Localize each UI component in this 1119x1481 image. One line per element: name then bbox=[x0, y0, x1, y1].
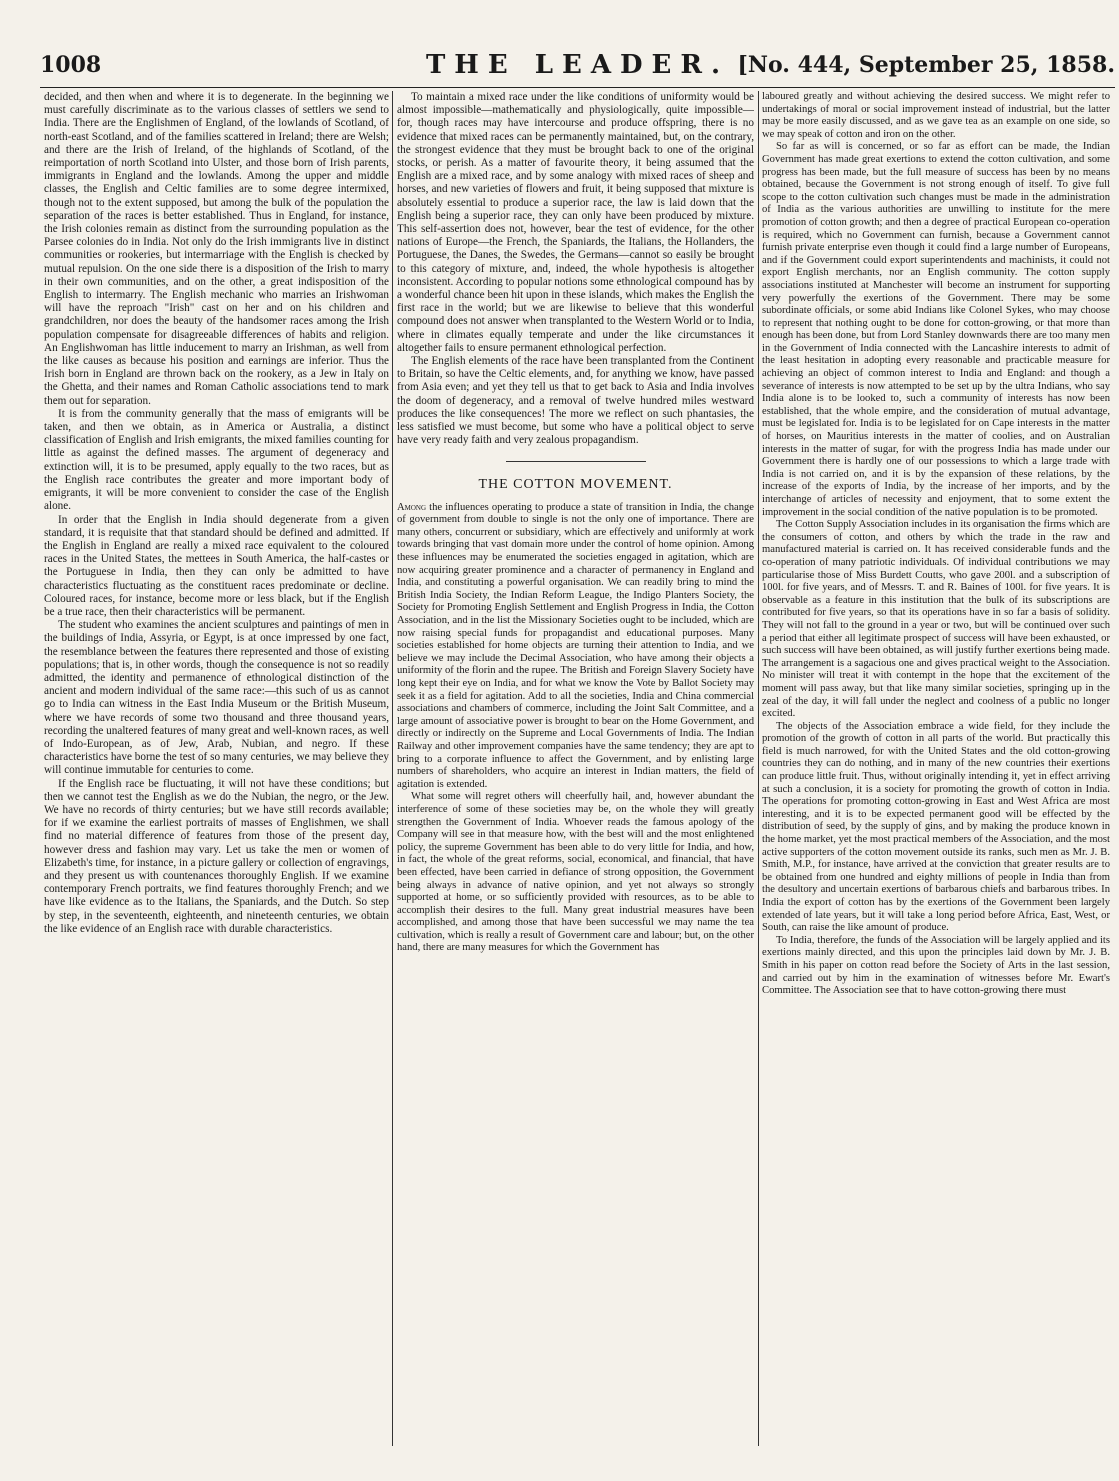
paragraph: decided, and then when and where it is to degenerate. In the beginning we must carefully discriminate as to the various classes of settlers we send to India. There are the Englishmen of England, of the lowlands of Scotland, of north-east Scotland, and of the families scattered in Ireland; there are Welsh; and there are the Irish of Ireland, of the highlands of Scotland, of the reimportation of north Scotland into Ulster, and those born of Irish parents, immigrants in England and the lowlands. Among the upper and middle classes, the English and Celtic families are to some degree intermixed, though not to the extent supposed, but among the bulk of the population the separation of the races is better established. Thus in England, for instance, the Irish colonies remain as distinct from the surrounding population as the Parsee colonies do in India. Not only do the Irish immigrants live in distinct communities or rookeries, but intermarriage with the English is checked by mutual repulsion. On the one side there is a disposition of the Irish to marry in their own communities, and on the other, a great indisposition of the English to intermarry. The English mechanic who marries an Irishwoman will have the reproach "Irish" cast on her and on his children and grandchildren, nor does the beauty of the handsomer races among the Irish population compensate for disagreeable differences of habits and religion. An Englishwoman has little inducement to marry an Irishman, as well from the like causes as because his position and earnings are inferior. Thus the Irish born in England are thrown back on the rookery, as a Jew in Italy on the Ghetta, and their names and Roman Catholic associations tend to mark them out for separation. bbox=[44, 91, 389, 407]
paragraph: The objects of the Association embrace a wide field, for they include the promotion of the growth of cotton in all parts of the world. But practically this field is much narrowed, for with the United States and the old cotton-growing countries they can do nothing, and in many of the new countries their exertions can produce little fruit. Thus, without originally intending it, yet in effect arriving at such a conclusion, it is a society for promoting the growth of cotton in India. The operations for promoting cotton-growing in East and West Africa are most interesting, and it is to be expected permanent good will be effected by the distribution of seed, by the supply of gins, and by making the produce known in the home market, yet the most practical members of the Association, and the most active supporters of the cotton movement outside its ranks, such men as Mr. J. B. Smith, M.P., for instance, have arrived at the conviction that greater results are to be obtained from one hundred and eighty millions of people in India than from the desultory and uncertain exertions of barbarous chiefs and barbarous tribes. In India the export of cotton has by the exertions of the Government been largely extended of late years, but it will take a long period before Africa, East, West, or South, can raise the like amount of produce. bbox=[762, 720, 1110, 934]
section-separator bbox=[506, 461, 646, 462]
paragraph: The student who examines the ancient sculptures and paintings of men in the buildings of India, Assyria, or Egypt, is at once impressed by one fact, the resemblance between the features there represented and those of existing populations; that is, in other words, though the consequence is not so readily admitted, the identity and permanence of ethnological distinction of the ancient and modern individual of the same race:—this such of us as cannot go to India can witness in the East India Museum or the British Museum, where we have records of some two thousand and three thousand years, recording the unaltered features of many great and well-known races, as well of Indo-European, as of Jew, Arab, Nubian, and negro. If these characteristics have borne the test of so many centuries, we may believe they will continue immutable for centuries to come. bbox=[44, 619, 389, 777]
column-divider bbox=[758, 91, 759, 1446]
paragraph: If the English race be fluctuating, it will not have these conditions; but then we cannot test the English as we do the Nubian, the negro, or the Jew. We have no records of thirty centuries; but we have still records available; for if we examine the earliest portraits of masses of Englishmen, we shall find no material difference of features from those of the present day, however dress and fashion may vary. Let us take the men or women of Elizabeth's time, for instance, in a picture gallery or collection of engravings, and they present us with countenances thoroughly English. If we examine contemporary French portraits, we find features thoroughly French; and we have like evidence as to the Italians, the Spaniards, and the Dutch. So step by step, in the seventeenth, eighteenth, and nineteenth centuries, we obtain the like evidence of an English race with durable characteristics. bbox=[44, 777, 389, 935]
paragraph: It is from the community generally that the mass of emigrants will be taken, and then we obtain, as in America or Australia, a distinct classification of English and Irish emigrants, the mixed families counting for little as against the defined masses. The argument of degeneracy and extinction will, it is to be presumed, apply equally to the two races, but as the English race contributes the greater and more important body of emigrants, it will be more convenient to consider the case of the English alone. bbox=[44, 407, 389, 513]
page-number: 1008 bbox=[40, 52, 102, 78]
column-3 bbox=[762, 91, 1110, 1451]
column-1 bbox=[44, 91, 389, 1451]
column-divider bbox=[392, 91, 393, 1446]
paragraph: In order that the English in India should degenerate from a given standard, it is requisite that that standard should be defined and admitted. If the English in England are really a mixed race equivalent to the coloured races in the United States, the mettees in South America, the half-castes or the Portuguese in India, then they can only be admitted to have characteristics fluctuating as the constituent races predominate or decline. Coloured races, for instance, become more or less black, but if the English be a true race, then their characteristics will be permanent. bbox=[44, 513, 389, 618]
paragraph: laboured greatly and without achieving the desired success. We might refer to undertakings of moral or social improvement instead of industrial, but the latter may be more easily discussed, and as we gave tea as an example on one side, so we may speak of cotton and iron on the other. bbox=[762, 91, 1110, 140]
paragraph: To maintain a mixed race under the like conditions of uniformity would be almost impossible—mathematically and physiologically, quite impossible—for, though races may have intercourse and produce offspring, there is no evidence that mixed races can be permanently maintained, but, on the contrary, the strongest evidence that they must be brought back to one of the original stocks, or perish. As a matter of favourite theory, it being assumed that the English are a mixed race, and by some analogy with mixed races of sheep and horses, and new varieties of flowers and fruit, it being supposed that mixture is absolutely essential to produce a superior race, the law is laid down that the English being a superior race, they can only have been produced by mixture. This self-assertion does not, however, bear the test of evidence, for the other nations of Europe—the French, the Spaniards, the Italians, the Hollanders, the Portuguese, the Danes, the Swedes, the Germans—cannot so easily be brought to this category of mixture, and, indeed, the whole hypothesis is altogether inconsistent. According to popular notions some ethnological compound has by a wonderful chance been hit upon in these islands, which makes the English the first race in the world; but we are likewise to believe that this wonderful compound does not answer when transplanted to the Western World or to India, where in climates equally temperate and under the like circumstances it altogether fails to ensure permanent ethnological perfection. bbox=[397, 91, 754, 354]
paragraph: The English elements of the race have been transplanted from the Continent to Britain, so have the Celtic elements, and, for anything we know, have passed from Asia even; and yet they tell us that to get back to Asia and India involves the doom of degeneracy, and a removal of twelve hundred miles westward produces the like consequences! The more we reflect on such phantasies, the less satisfied we must become, but some who have a political object to serve have very ready faith and very zealous propagandism. bbox=[397, 355, 754, 447]
issue-info: [No. 444, September 25, 1858. bbox=[737, 52, 1115, 78]
lead-word: Among bbox=[397, 501, 427, 513]
paragraph: To India, therefore, the funds of the Association will be largely applied and its exertions mainly directed, and this upon the principles laid down by Mr. J. B. Smith in his paper on cotton read before the Society of Arts in the last session, and carried out by him in the examination of witnesses before Mr. Ewart's Committee. The Association see that to have cotton-growing there must bbox=[762, 934, 1110, 997]
paragraph: The Cotton Supply Association includes in its organisation the firms which are the consumers of cotton, and others by which the trade in the raw and manufactured material is carried on. It has received considerable funds and the co-operation of many patriotic individuals. Of individual contributions we may particularise those of Miss Burdett Coutts, who gave 200l. and a subscription of 100l. for five years, and of Messrs. T. and R. Baines of 100l. for five years. It is observable as a feature in this institution that the bulk of its subscriptions are contributed for five years, so that its operations have in so far a basis of solidity. They will not fall to the ground in a year or two, but will be continued over such a period that either all legitimate prospect of success will have been exhausted, or such success will have been obtained, as will justify further exertions being made. The arrangement is a sagacious one and gives practical weight to the Association. No minister will treat it with contempt in the hope that the excitement of the moment will pass away, but that like many similar societies, springing up in the zeal of the day, it will fall under the neglect and coolness of a public no longer excited. bbox=[762, 519, 1110, 720]
paragraph: What some will regret others will cheerfully hail, and, however abundant the interference of some of these societies may be, on the whole they will greatly strengthen the Government of India. Whoever reads the famous apology of the Company will see in that measure how, with the best will and the most enlightened policy, the supreme Government has been able to do very little for India, and how, in fact, the whole of the great reforms, social, economical, and financial, that have been effected, have been carried in defiance of strong opposition, the Government being always in advance of native opinion, and yet not always so strongly supported at home, or so sufficiently provided with resources, as to be able to accomplish their desires to the full. Many great industrial measures have been accomplished, and among those that have been successful we may name the tea cultivation, which is really a result of Government care and labour; but, on the other hand, there are many measures for which the Government has bbox=[397, 791, 754, 954]
paragraph: So far as will is concerned, or so far as effort can be made, the Indian Government has made great exertions to extend the cotton cultivation, and some progress has been made, but the full measure of success has been by no means obtained, because the Government is not strong enough of itself. To give full scope to the cotton cultivation such changes must be made in the administration of India as the various authorities are unwilling to institute for the mere promotion of cotton growth; and then a degree of practical European co-operation is required, which no Government can furnish, because a Government cannot furnish private enterprise even though it could find a large number of Europeans, and if the Government could export superintendents and machinists, it could not export English merchants, nor an English community. The cotton supply associations instituted at Manchester will become an instrument for supporting very powerfully the exertions of the Government. There may be some subordinate officials, or some abid Indians like Colonel Sykes, who may choose to represent that nothing ought to be done for cotton-growing, or that more than enough has been done, but from Lord Stanley downwards there are too many men in the Government of India connected with the Lancashire interests to admit of the least hesitation in adopting every reasonable and practicable measure for achieving an object of common interest to India and England: and though a severance of interests is now attempted to be set up by the ultra Indians, who say India alone is to be looked to, such a community of interests has now been established, that the whole empire, and the consideration of mutual advantage, must be legislated for. India is to be legislated for on Cape interests in the matter of horses, on Mauritius interests in the matter of coolies, and on Australian interests in the matter of sugar, for with the progress India has made under our Government there is hardly one of our possessions to which a large trade with India is not carried on, and it is by the expansion of these relations, by the increase of the exports of India, by the increase of her imports, and by the interchange of articles of necessity and enjoyment, that to some extent the improvement in the social condition of the native population is to be promoted. bbox=[762, 141, 1110, 518]
column-2 bbox=[397, 91, 754, 1451]
header-rule bbox=[40, 87, 1115, 88]
paragraph-text: the influences operating to produce a state of transition in India, the change of government from double to single is not the only one of importance. There are many others, concurrent or subsidiary, which are effectively and uniformly at work towards bringing that vast domain more under the control of home opinion. Among these influences may be enumerated the societies engaged in agitation, which are now acquiring greater prominence and a character of permanency in England and India, and constituting a powerful organisation. We can readily bring to mind the British India Society, the Indian Reform League, the Indigo Planters Society, the Society for Promoting English Settlement and English Progress in India, the Cotton Association, and in the list the Missionary Societies ought to be included, which are now raising special funds for propagandist and educational purposes. Many societies established for home objects are turning their attention to India, and we believe we may include the Decimal Association, who have among their objects a uniformity of the florin and the rupee. The British and Foreign Slavery Society have long kept their eye on India, and for what we know the Vote by Ballot Society may seek it as a field for agitation. Add to all the societies, India and China commercial associations and chambers of commerce, including the Joint Salt Committee, and a large amount of associative power is brought to bear on the Home Government, and directly or indirectly on the Supreme and Local Governments of India. The Indian Railway and other improvement companies have the same tendency; they are apt to bring to a corporate influence to affect the Government, and by enlisting large numbers of shareholders, who acquire an interest in Indian matters, the field of agitation is extended. bbox=[397, 501, 754, 790]
paragraph bbox=[397, 502, 754, 792]
newspaper-title: THE LEADER. bbox=[425, 50, 730, 80]
section-heading: THE COTTON MOVEMENT. bbox=[478, 477, 673, 493]
masthead bbox=[40, 50, 1115, 84]
